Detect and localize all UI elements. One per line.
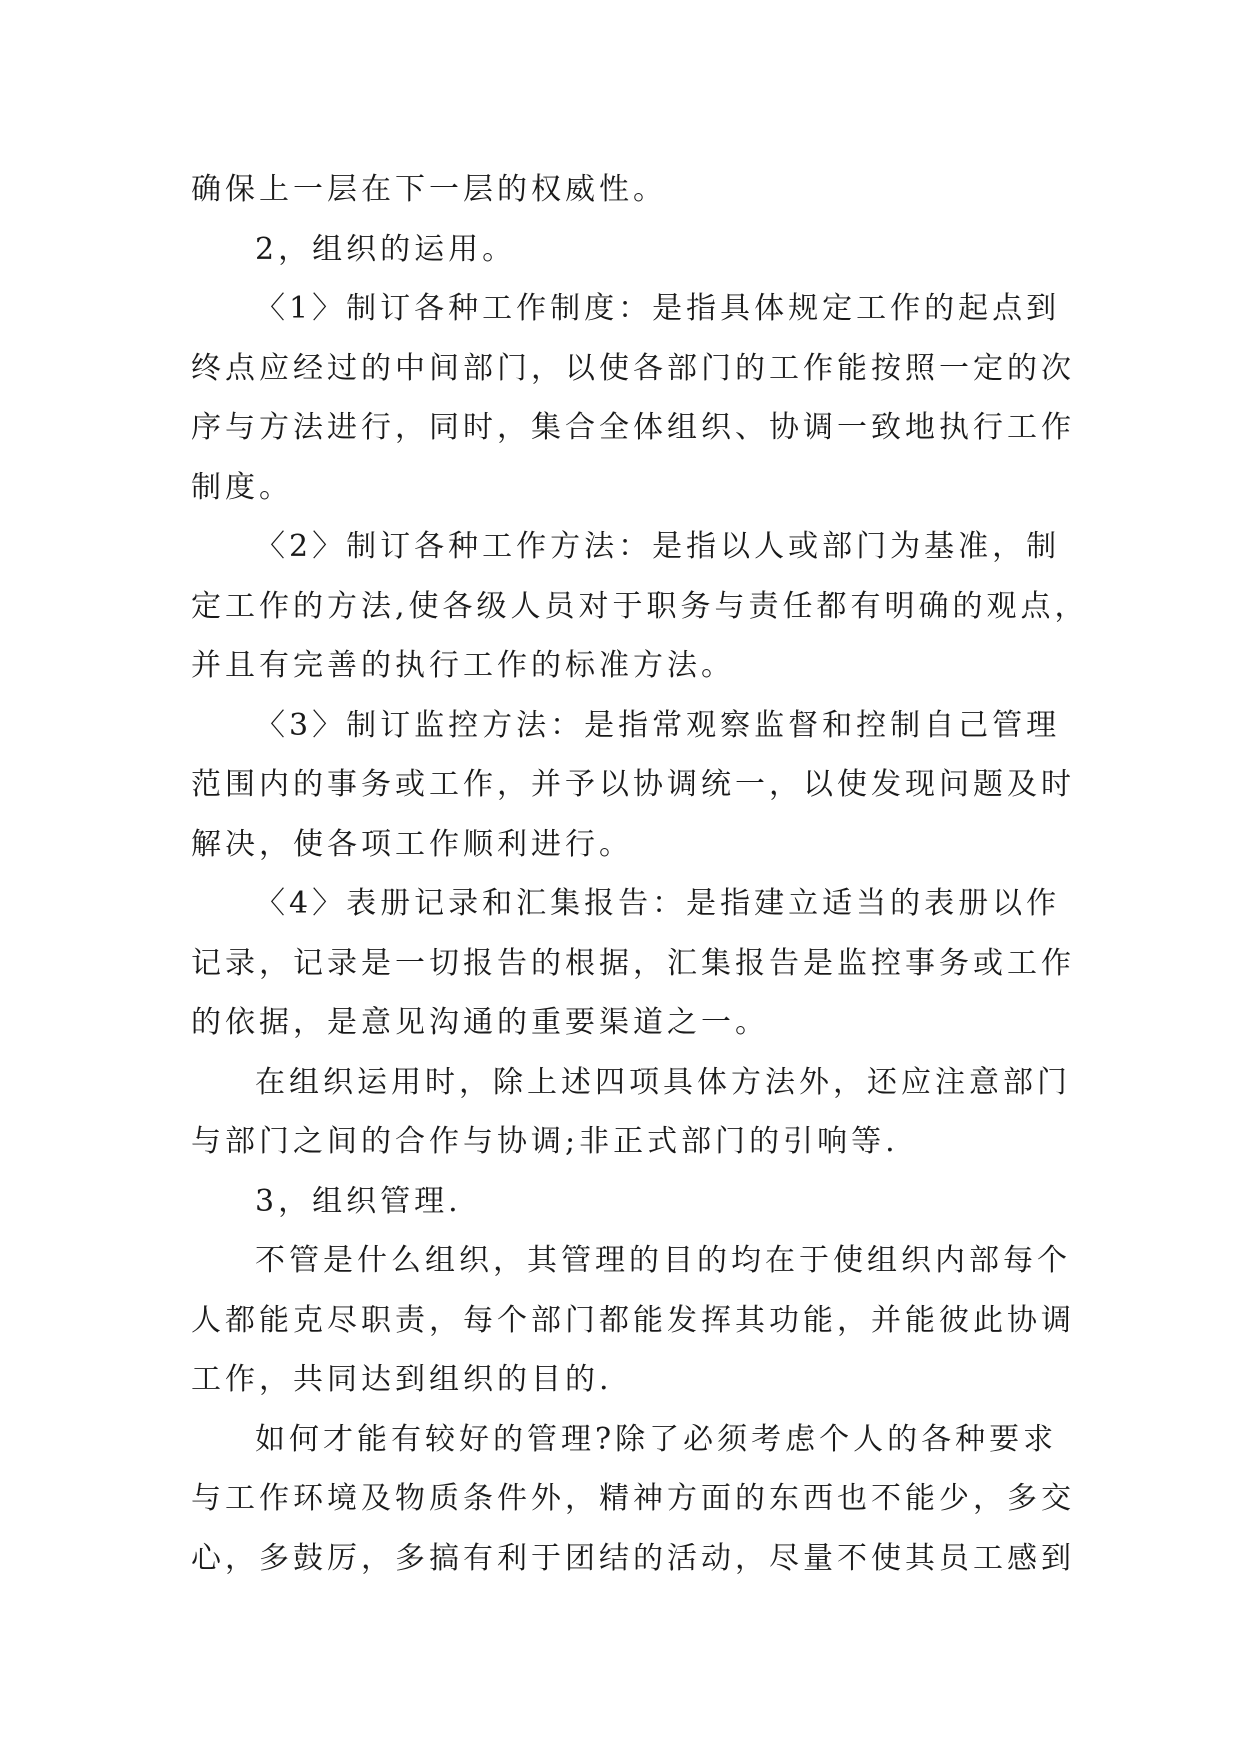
text-line: 如何才能有较好的管理?除了必须考虑个人的各种要求 bbox=[255, 1421, 1058, 1457]
text-line: 〈3〉制订监控方法：是指常观察监督和控制自己管理 bbox=[255, 707, 1061, 743]
text-line: 心，多鼓厉，多搞有利于团结的活动，尽量不使其员工感到 bbox=[191, 1540, 1075, 1576]
document-body bbox=[191, 160, 1089, 1588]
text-line: 定工作的方法,使各级人员对于职务与责任都有明确的观点， bbox=[191, 588, 1089, 624]
text-line: 记录，记录是一切报告的根据，汇集报告是监控事务或工作 bbox=[191, 945, 1075, 981]
text-line: 确保上一层在下一层的权威性。 bbox=[191, 172, 667, 207]
text-line: 序与方法进行，同时，集合全体组织、协调一致地执行工作 bbox=[191, 410, 1075, 445]
text-line: 不管是什么组织，其管理的目的均在于使组织内部每个 bbox=[255, 1243, 1071, 1278]
text-line: 范围内的事务或工作，并予以协调统一，以使发现问题及时 bbox=[191, 767, 1075, 802]
text-line: 终点应经过的中间部门，以使各部门的工作能按照一定的次 bbox=[191, 350, 1075, 386]
text-line: 与部门之间的合作与协调;非正式部门的引响等. bbox=[191, 1124, 899, 1159]
text-line: 在组织运用时，除上述四项具体方法外，还应注意部门 bbox=[255, 1064, 1071, 1100]
text-line: 〈1〉制订各种工作制度：是指具体规定工作的起点到 bbox=[255, 291, 1061, 326]
text-line: 解决，使各项工作顺利进行。 bbox=[191, 826, 633, 862]
text-line: 〈4〉表册记录和汇集报告：是指建立适当的表册以作 bbox=[255, 886, 1061, 921]
text-line: 3，组织管理. bbox=[255, 1183, 462, 1219]
text-line: 与工作环境及物质条件外，精神方面的东西也不能少，多交 bbox=[191, 1481, 1075, 1516]
text-line: 制度。 bbox=[191, 469, 293, 505]
text-line: 并且有完善的执行工作的标准方法。 bbox=[191, 648, 735, 683]
text-line: 工作，共同达到组织的目的. bbox=[191, 1362, 613, 1397]
text-line: 〈2〉制订各种工作方法：是指以人或部门为基准，制 bbox=[255, 529, 1061, 564]
text-line: 2，组织的运用。 bbox=[255, 231, 517, 267]
text-line: 的依据，是意见沟通的重要渠道之一。 bbox=[191, 1005, 769, 1040]
text-line: 人都能克尽职责，每个部门都能发挥其功能，并能彼此协调 bbox=[191, 1302, 1075, 1338]
